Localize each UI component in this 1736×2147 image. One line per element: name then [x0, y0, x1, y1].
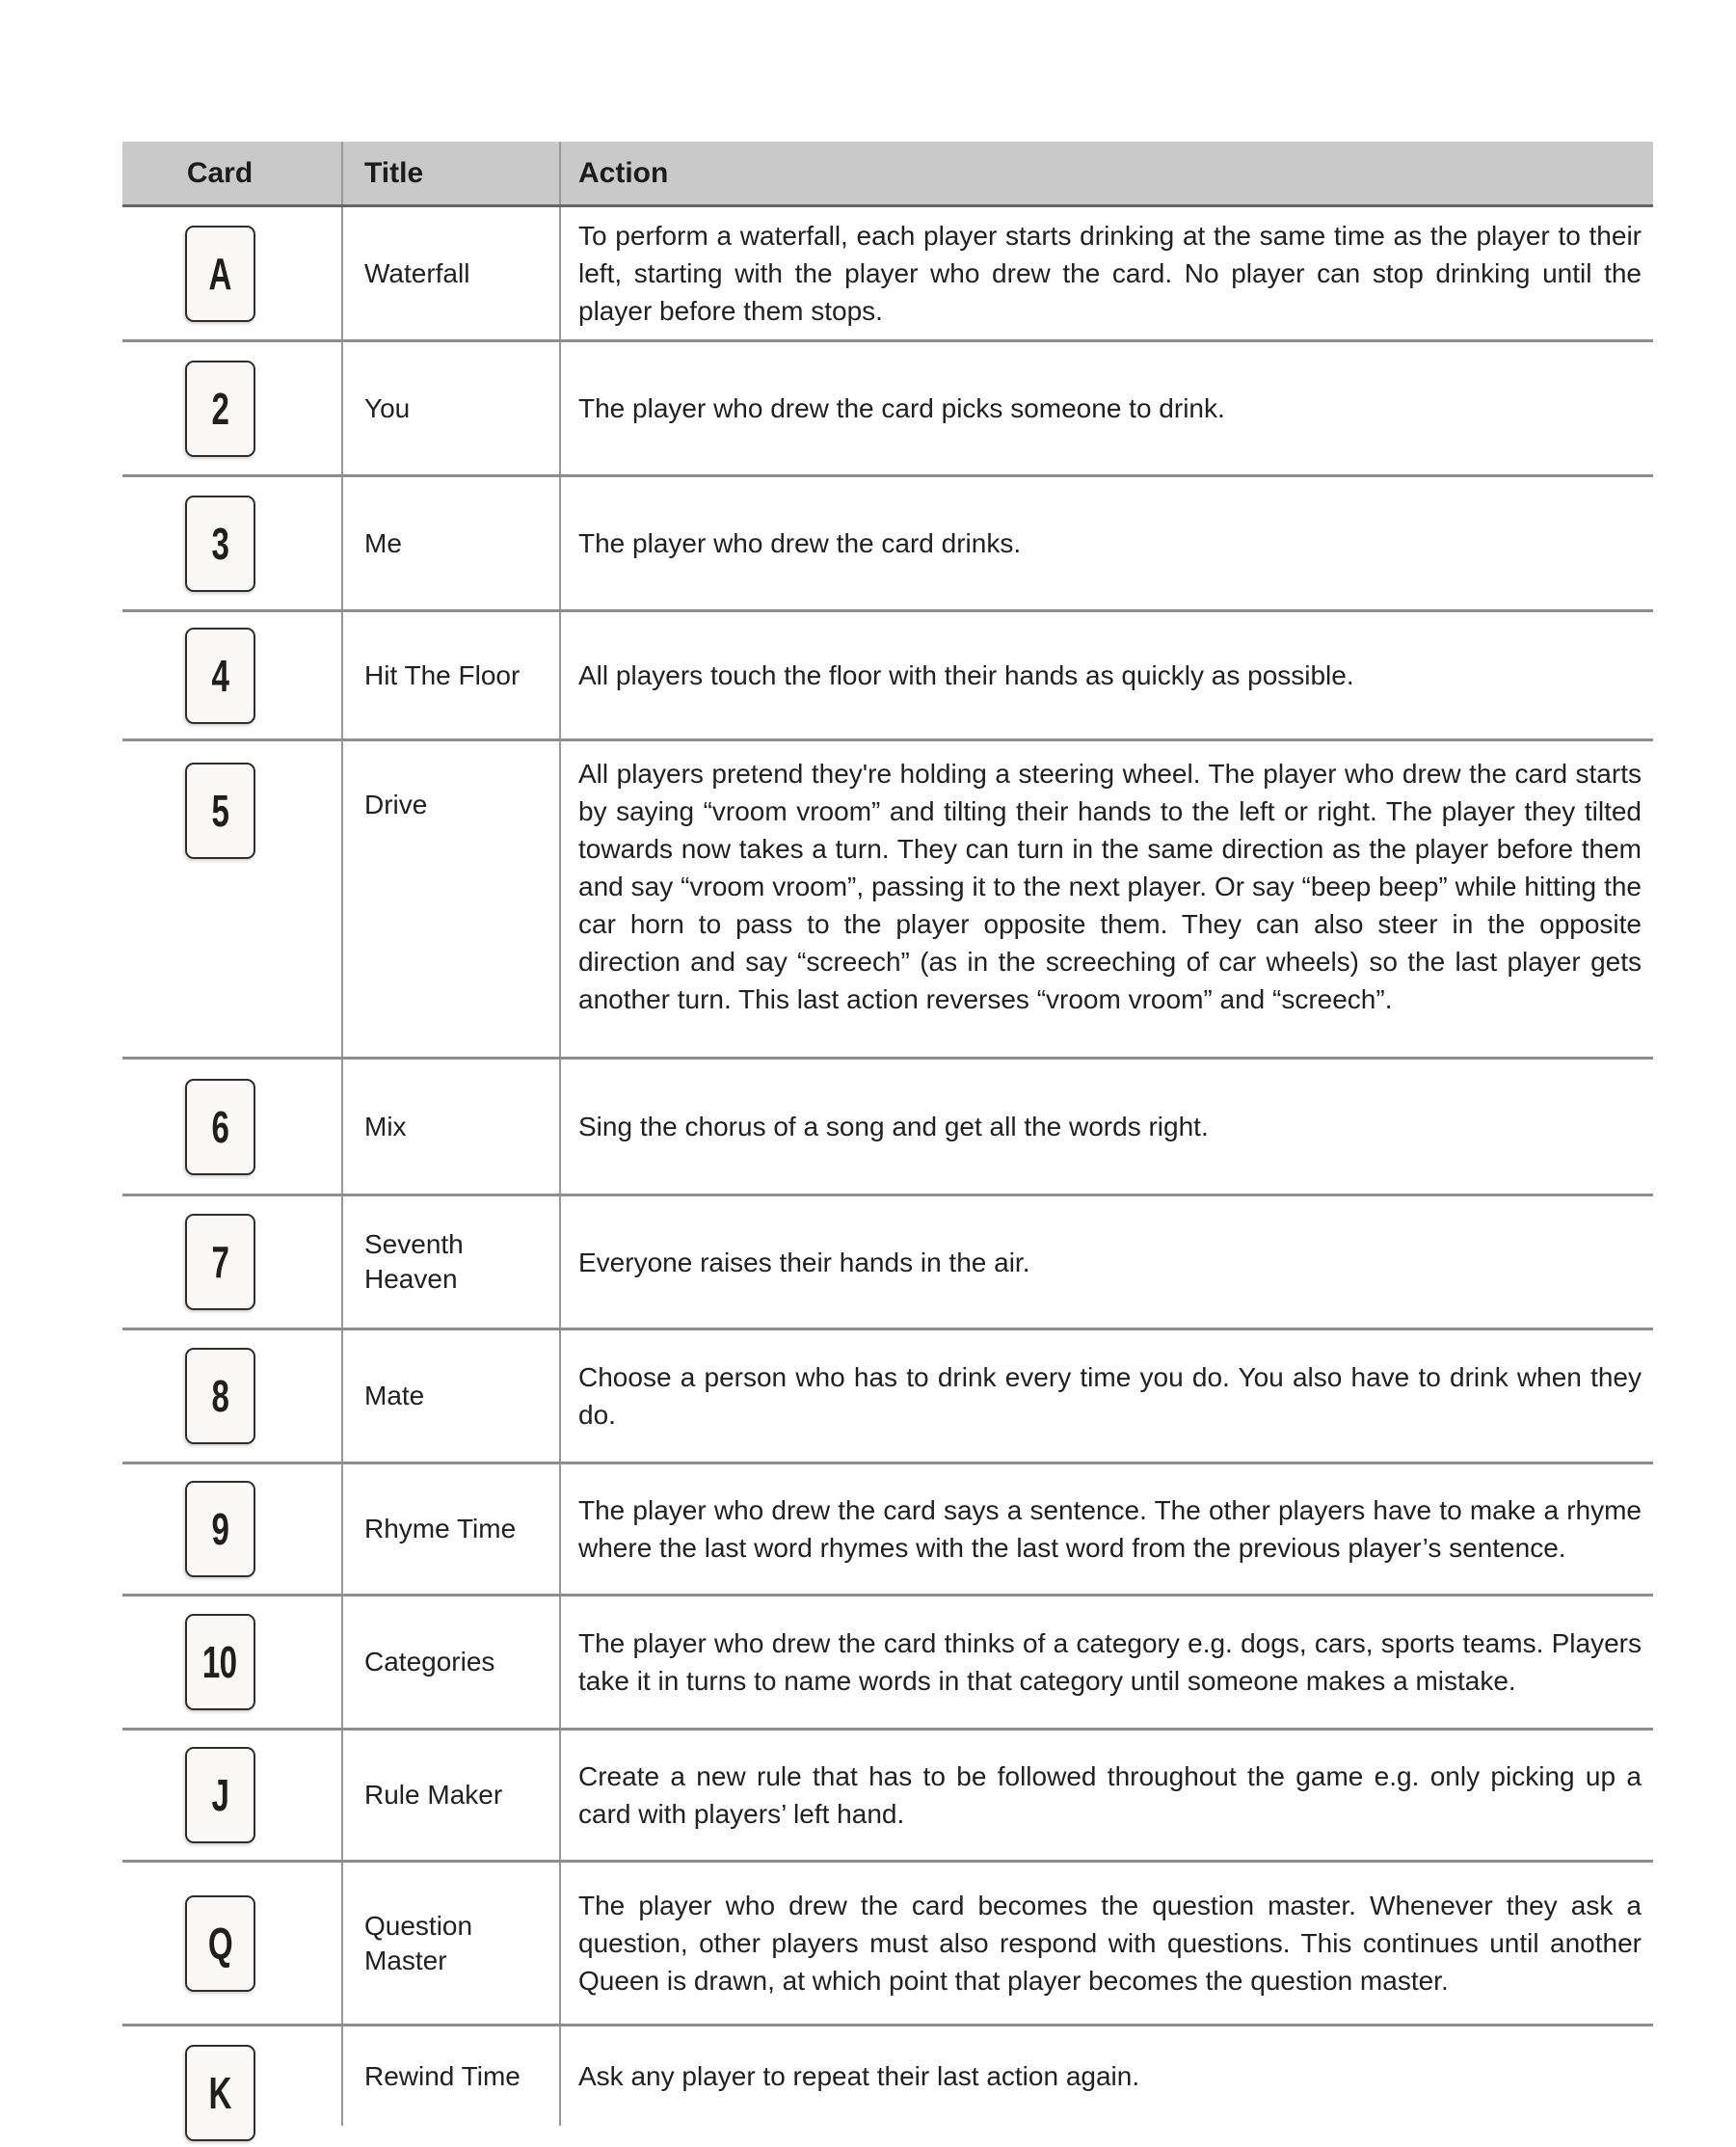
card-title: Rewind Time	[364, 2060, 521, 2091]
action-cell	[559, 741, 1653, 1057]
action-cell	[559, 1863, 1653, 2024]
card-title: Me	[364, 527, 402, 558]
card-title: Mate	[364, 1381, 425, 1410]
card-title: Rhyme Time	[364, 1514, 517, 1543]
card-action: The player who drew the card says a sentence. The other players have to make a rhyme where the last word rhymes with the last word from the previous player’s sentence.	[578, 1495, 1642, 1563]
playing-card-icon	[185, 1895, 255, 1992]
title-cell	[341, 477, 559, 609]
action-cell	[559, 2026, 1653, 2126]
table-row	[122, 2026, 1653, 2126]
card-cell	[122, 1060, 341, 1194]
title-cell	[341, 1330, 559, 1462]
card-rank-label: Q	[207, 1918, 232, 1969]
action-cell	[559, 342, 1653, 474]
card-rank-label: 5	[211, 786, 228, 836]
table-row	[122, 1597, 1653, 1731]
action-cell	[559, 612, 1653, 738]
title-cell	[341, 1863, 559, 2024]
card-action: Sing the chorus of a song and get all the words right.	[578, 1112, 1209, 1141]
card-rank-label: 7	[211, 1237, 228, 1287]
card-rank-label: 4	[211, 650, 228, 701]
card-cell	[122, 477, 341, 609]
card-rank-label: 6	[211, 1101, 228, 1152]
table-row	[122, 1330, 1653, 1464]
table-row	[122, 1731, 1653, 1863]
title-cell	[341, 207, 559, 339]
table-row	[122, 207, 1653, 342]
playing-card-icon	[185, 1079, 255, 1175]
table-header-row	[122, 142, 1653, 207]
table-row	[122, 612, 1653, 741]
card-title: Seventh Heaven	[364, 1229, 464, 1294]
column-header-card	[122, 142, 341, 204]
action-cell	[559, 1731, 1653, 1860]
title-cell	[341, 1597, 559, 1728]
card-title: Categories	[364, 1647, 495, 1677]
card-cell	[122, 741, 341, 1057]
playing-card-icon	[185, 226, 255, 322]
title-cell	[341, 741, 559, 1057]
card-action: The player who drew the card becomes the question master. Whenever they ask a question, other players must also respond with questions. This continues until another Queen is drawn, at which point that player becomes the question master.	[578, 1891, 1642, 1996]
card-cell	[122, 1863, 341, 2024]
playing-card-icon	[185, 763, 255, 859]
card-action: Choose a person who has to drink every time you do. You also have to drink when they do.	[578, 1362, 1642, 1430]
card-rank-label: 9	[211, 1504, 228, 1554]
table-row	[122, 1464, 1653, 1597]
card-rank-label: 2	[211, 383, 228, 434]
playing-card-icon	[185, 1747, 255, 1843]
card-cell	[122, 1464, 341, 1594]
card-title: Mix	[364, 1111, 407, 1141]
card-cell	[122, 612, 341, 738]
title-cell	[341, 1731, 559, 1860]
playing-card-icon	[185, 1614, 255, 1710]
card-cell	[122, 207, 341, 339]
title-cell	[341, 1196, 559, 1328]
table-row	[122, 741, 1653, 1060]
card-action: To perform a waterfall, each player starts drinking at the same time as the player to their left, starting with the player who drew the card. No player can stop drinking until the player before them stops.	[578, 221, 1642, 326]
action-cell	[559, 207, 1653, 339]
action-cell	[559, 1060, 1653, 1194]
card-cell	[122, 1330, 341, 1462]
card-title: Hit The Floor	[364, 659, 521, 690]
playing-card-icon	[185, 361, 255, 457]
card-action: Everyone raises their hands in the air.	[578, 1247, 1030, 1277]
card-rank-label: K	[208, 2068, 231, 2118]
title-cell	[341, 1464, 559, 1594]
column-header-action-label: Action	[578, 156, 669, 189]
title-cell	[341, 612, 559, 738]
card-rank-label: 3	[211, 518, 228, 569]
card-title: Waterfall	[364, 257, 470, 288]
card-action: All players pretend they're holding a steering wheel. The player who drew the card starts by saying “vroom vroom” and tilting their hands to the left or right. The player they tilted towards now takes a turn. They can turn in the same direction as the player before them and say “vroom vroom”, passing it to the next player. Or say “beep beep” while hitting the car horn to pass to the player opposite them. They can also steer in the opposite direction and say “screech” (as in the screeching of car wheels) so the last player gets another turn. This last action reverses “vroom vroom” and “screech”.	[578, 759, 1642, 1014]
title-cell	[341, 342, 559, 474]
action-cell	[559, 1330, 1653, 1462]
column-header-title-label: Title	[364, 156, 424, 189]
card-title: Question Master	[364, 1910, 473, 1975]
card-action: Create a new rule that has to be followed throughout the game e.g. only picking up a card with players’ left hand.	[578, 1761, 1642, 1829]
playing-card-icon	[185, 2045, 255, 2141]
playing-card-icon	[185, 1348, 255, 1444]
card-rank-label: 8	[211, 1371, 228, 1421]
card-cell	[122, 1597, 341, 1728]
action-cell	[559, 1597, 1653, 1728]
card-title: You	[364, 392, 411, 423]
card-action: The player who drew the card picks someone to drink.	[578, 393, 1225, 423]
card-rank-label: A	[208, 248, 231, 299]
playing-card-icon	[185, 1481, 255, 1577]
table-row	[122, 1863, 1653, 2026]
action-cell	[559, 1196, 1653, 1328]
card-action: Ask any player to repeat their last action again.	[578, 2061, 1140, 2091]
card-cell	[122, 1196, 341, 1328]
action-cell	[559, 477, 1653, 609]
column-header-card-label: Card	[186, 156, 254, 189]
table-row	[122, 342, 1653, 477]
table-body	[122, 207, 1653, 2126]
playing-card-icon	[185, 496, 255, 592]
table-row	[122, 1060, 1653, 1196]
card-rules-table	[122, 142, 1653, 2126]
card-title: Drive	[364, 790, 428, 819]
action-cell	[559, 1464, 1653, 1594]
card-cell	[122, 342, 341, 474]
title-cell	[341, 1060, 559, 1194]
card-action: All players touch the floor with their hands as quickly as possible.	[578, 660, 1354, 690]
card-cell	[122, 1731, 341, 1860]
card-cell	[122, 2026, 341, 2126]
playing-card-icon	[185, 1214, 255, 1310]
card-rank-label: J	[211, 1770, 228, 1820]
column-header-action	[559, 142, 1653, 204]
title-cell	[341, 2026, 559, 2126]
card-rank-label: 10	[202, 1637, 237, 1687]
card-action: The player who drew the card thinks of a category e.g. dogs, cars, sports teams. Players take it in turns to name words in that category until someone makes a mistake.	[578, 1628, 1642, 1696]
table-row	[122, 1196, 1653, 1330]
column-header-title	[341, 142, 559, 204]
card-action: The player who drew the card drinks.	[578, 528, 1022, 558]
playing-card-icon	[185, 628, 255, 724]
table-row	[122, 477, 1653, 612]
card-title: Rule Maker	[364, 1780, 503, 1810]
